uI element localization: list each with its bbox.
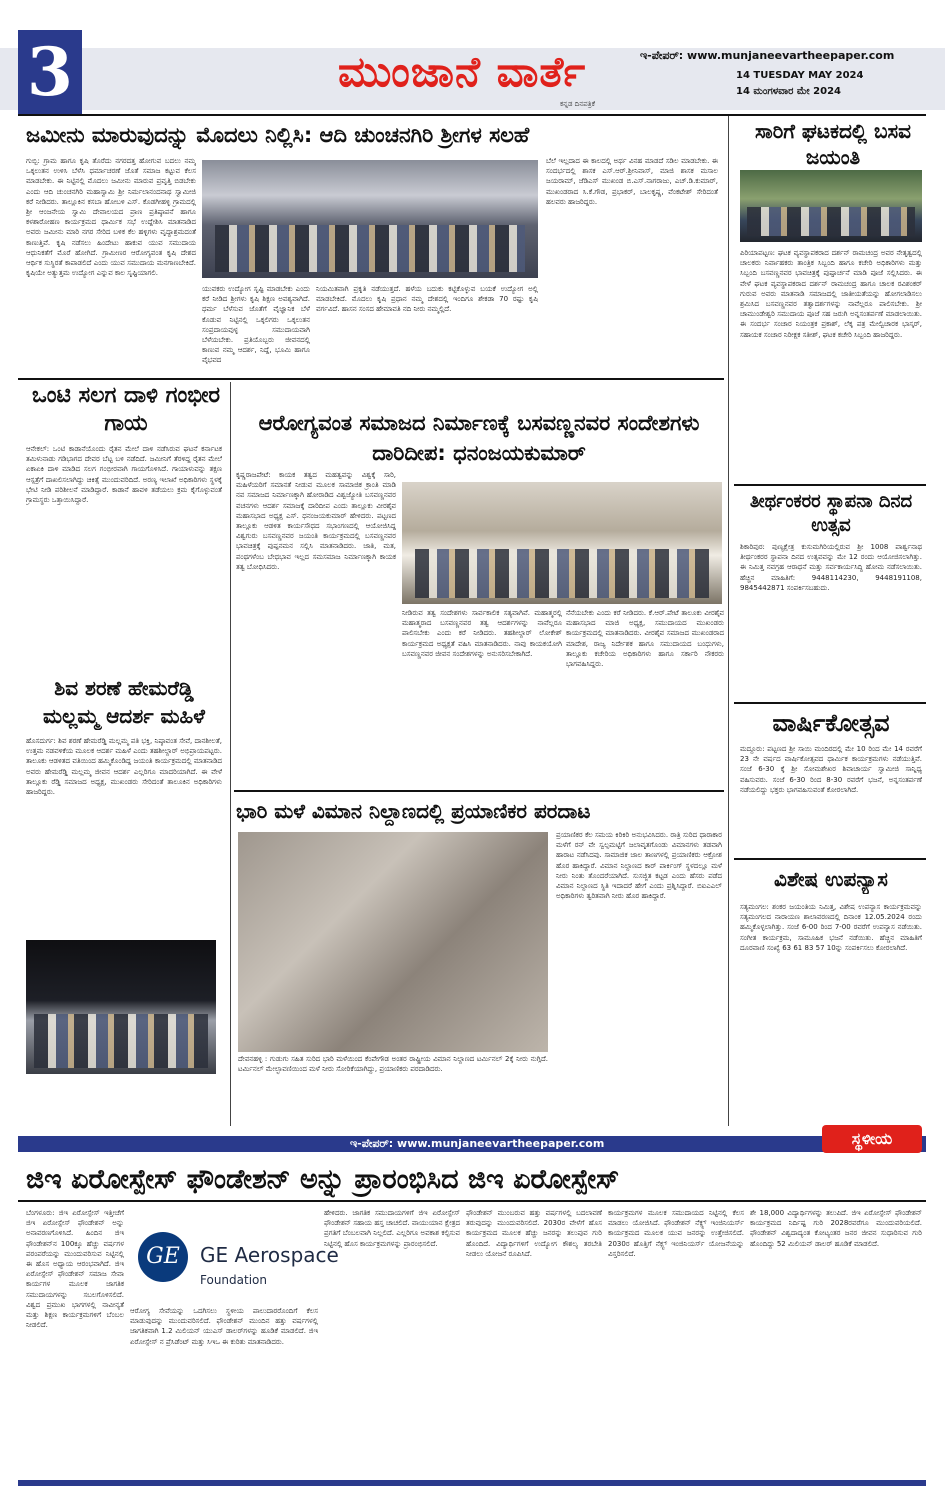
article-body: ನೆನೆಯಬೇಕು ಎಂದು ಕರೆ ನೀಡಿದರು. ಕೆ.ಆರ್.ಪೇಟೆ ತಾಲೂಕು ವೀರಶೈವ ಮಹಾಸಭಾದ ಮಾಜಿ ಅಧ್ಯಕ್ಷ, ಸಮುದಾಯದ ಮುಖಂಡರು ಕಾರ್ಯಕ್ರಮದಲ್ಲಿ ಮಾತನಾಡಿದರು. ವೀರಶೈವ ಸಮಾಜದ ಮುಖಂಡರಾದ ಮಾದೇಶ, ರಾಜ್ಯ ನಿರ್ದೇಶಕ ಹಾಗೂ ಸಮುದಾಯದ ಬಂಧುಗಳು, ತಾಲ್ಲೂಕು ಕಚೇರಿಯ ಅಧಿಕಾರಿಗಳು ಹಾಗೂ ಸರ್ಕಾರಿ ನೌಕರರು ಭಾಗವಹಿಸಿದ್ದರು. — [566, 609, 724, 669]
masthead-rule — [18, 114, 926, 116]
newspaper-subtitle: ಕನ್ನಡ ದಿನಪತ್ರಿಕೆ — [560, 100, 596, 108]
article-body: ಹೇಳಿದರು. ಜಾಗತಿಕ ಸಮುದಾಯಗಳಿಗೆ ಜಿಇ ಏರೋಸ್ಪೇಸ್ ಫೌಂಡೇಶನ್ ಸಹಾಯ ಹಸ್ತ ಚಾಚಲಿದೆ. ವಾಯುಯಾನ ಕ್ಷೇತ್ರದ ಪ್ರಗತಿಗೆ ಬೆಂಬಲವಾಗಿ ನಿಲ್ಲಲಿದೆ. ಎಲ್ಲರಿಗೂ ಅವಕಾಶ ಕಲ್ಪಿಸುವ ನಿಟ್ಟಿನಲ್ಲಿ ಹೊಸ ಕಾರ್ಯಕ್ರಮಗಳನ್ನು ಪ್ರಾರಂಭಿಸಲಿದೆ. — [324, 1209, 460, 1248]
article-body: ಪ್ರಯಾಣಿಕರ ಕೆಲ ಸಮಯ ಕಿರಿಕಿರಿ ಅನುಭವಿಸಿದರು. ರಾತ್ರಿ ಸುರಿದ ಧಾರಾಕಾರ ಮಳೆಗೆ ರನ್ ವೇ ಸ್ವಲ್ಪಮಟ್ಟಿಗೆ ಜಲಾವೃತಗೊಂಡು ವಿಮಾನಗಳು ತಡವಾಗಿ ಹಾರಾಟ ನಡೆಸಿದವು. ಸಾಮಾಜಿಕ ಜಾಲ ತಾಣಗಳಲ್ಲಿ ಪ್ರಯಾಣಿಕರು ಆಕ್ರೋಶ ಹೊರ ಹಾಕಿದ್ದಾರೆ. ವಿಮಾನ ನಿಲ್ದಾಣದ ಕಾರ್ ಪಾರ್ಕಿಂಗ್ ಸ್ಥಳದಲ್ಲೂ ಮಳೆ ನೀರು ನಿಂತು ತೊಂದರೆಯಾಗಿದೆ. ಸುಸಜ್ಜಿತ ಕಟ್ಟಡ ಎಂದು ಹೆಸರು ಪಡೆದ ವಿಮಾನ ನಿಲ್ದಾಣದ ಸ್ಥಿತಿ ಇದಾದರೆ ಹೇಗೆ ಎಂದು ಪ್ರಶ್ನಿಸಿದ್ದಾರೆ. ಬಿಐಎಎಲ್ ಅಧಿಕಾರಿಗಳು ತ್ವರಿತವಾಗಿ ನೀರು ಹೊರ ಹಾಕಿದ್ದಾರೆ. — [556, 831, 722, 901]
article-headline: ಭಾರಿ ಮಳೆ ವಿಮಾನ ನಿಲ್ದಾಣದಲ್ಲಿ ಪ್ರಯಾಣಿಕರ ಪರದಾಟ — [236, 799, 591, 823]
article-headline: ಒಂಟಿ ಸಲಗ ದಾಳಿ ಗಂಭೀರ ಗಾಯ — [31, 383, 221, 436]
article-headline: ಶಿವ ಶರಣೆ ಹೇಮರೆಡ್ಡಿ ಮಲ್ಲಮ್ಮ ಆದರ್ಶ ಮಹಿಳೆ — [43, 676, 205, 728]
article-headline: ಜಮೀನು ಮಾರುವುದನ್ನು ಮೊದಲು ನಿಲ್ಲಿಸಿ: ಆದಿ ಚುಂಚನಗಿರಿ ಶ್ರೀಗಳ ಸಲಹೆ — [26, 123, 530, 147]
article-body: ನಿಯಮಿತವಾಗಿ ಪ್ರಕೃತಿ ನಡೆಯುತ್ತದೆ. ಹಳೆಯ ಬದುಕು ಕಟ್ಟಿಕೊಳ್ಳುವ ಬಯಕೆ ಉದ್ಯೋಗ ಅಲ್ಲಿ ಮಾಡಬೇಕಿದೆ. ಮೊದಲು ಕೃಷಿ ಪ್ರಧಾನ ನಮ್ಮ ದೇಶದಲ್ಲಿ ಇಂದಿಗೂ ಶೇಕಡಾ 70 ರಷ್ಟು ಕೃಷಿ ವರ್ಗವಿದೆ. ಹಾಸನ ಸಂಸದ ಹೇಮಾವತಿ ನದಿ ನೀರು ನಮ್ಮಲ್ಲಿದೆ. — [316, 285, 538, 314]
article-headline: ವಿಶೇಷ ಉಪನ್ಯಾಸ — [774, 867, 888, 891]
article-photo — [202, 160, 538, 278]
article-headline: ಸಾರಿಗೆ ಘಟಕದಲ್ಲಿ ಬಸವ ಜಯಂತಿ — [755, 119, 911, 169]
epaper-link-bottom[interactable]: ಇ-ಪೇಪರ್: www.munjaneevartheepaper.com — [350, 1137, 605, 1150]
epaper-link[interactable]: ಇ-ಪೇಪರ್: www.munjaneevartheepaper.com — [640, 49, 895, 62]
article-body: ಸತ್ಯಮಂಗಲ: ಶಂಕರ ಜಯಂತಿಯ ನಿಮಿತ್ತ, ವಿಶೇಷ ಉಪನ್ಯಾಸ ಕಾರ್ಯಕ್ರಮವನ್ನು ಸತ್ಯಮಂಗಲದ ನಾರಾಯಣ ಶಾಲಾವರಣದಲ್ಲಿ ದಿನಾಂಕ 12.05.2024 ರಂದು ಹಮ್ಮಿಕೊಳ್ಳಲಾಗಿತ್ತು. ಸಂಜೆ 6-00 ರಿಂದ 7-00 ರವರೆಗೆ ಉಪನ್ಯಾಸ ನಡೆಯಿತು. ಸಂಗೀತ ಕಾರ್ಯಕ್ರಮ, ಸಾಮೂಹಿಕ ಭಜನೆ ನಡೆಯಿತು. ಹೆಚ್ಚಿನ ಮಾಹಿತಿಗೆ ದೂರವಾಣಿ ಸಂಖ್ಯೆ 63 61 83 57 10ನ್ನು ಸಂಪರ್ಕಿಸಲು ಕೋರಲಾಗಿದೆ. — [740, 903, 922, 952]
article-body: ನೀಡಿರುವ ತತ್ವ ಸಂದೇಶಗಳು ಸಾರ್ವಕಾಲಿಕ ಸತ್ಯವಾಗಿವೆ. ಮಹಾತ್ಮರಲ್ಲಿ ಮಹಾತ್ಮರಾದ ಬಸವಣ್ಣನವರ ತತ್ವ ಆದರ್ಶಗಳನ್ನು ನಾವೆಲ್ಲರೂ ಪಾಲಿಸಬೇಕು ಎಂದು ಕರೆ ನೀಡಿದರು. ತಹಶೀಲ್ದಾರ್ ಲೋಕೇಶ್ ಕಾರ್ಯಕ್ರಮದ ಅಧ್ಯಕ್ಷತೆ ವಹಿಸಿ ಮಾತನಾಡಿದರು. ನಾವು ಕಾಯಕಯೋಗಿ ಬಸವಣ್ಣನವರ ಜೀವನ ಸಂದೇಶಗಳನ್ನು ಅನುಸರಿಸಬೇಕಾಗಿದೆ. — [402, 609, 562, 658]
ge-monogram-icon: GE — [138, 1232, 188, 1282]
article-headline: ವಾರ್ಷಿಕೋತ್ಸವ — [772, 709, 890, 737]
article-headline: ಆರೋಗ್ಯವಂತ ಸಮಾಜದ ನಿರ್ಮಾಣಕ್ಕೆ ಬಸವಣ್ಣನವರ ಸಂದೇಶಗಳು ದಾರಿದೀಪ: ಧನಂಜಯಕುಮಾರ್ — [258, 411, 700, 465]
article-body: ಆನೇಕಲ್: ಒಂಟಿ ಕಾಡಾನೆಯೊಂದು ರೈತನ ಮೇಲೆ ದಾಳಿ ನಡೆಸಿರುವ ಘಟನೆ ಕರ್ನಾಟಕ ತಮಿಳುನಾಡು ಗಡಿಭಾಗದ ದೇವರ ಬೆಟ್ಟ ಬಳಿ ನಡೆದಿದೆ. ಜಮೀನಿಗೆ ತೆರಳಿದ್ದ ರೈತನ ಮೇಲೆ ಏಕಾಏಕಿ ದಾಳಿ ಮಾಡಿದ ಸಲಗ ಗಂಭೀರವಾಗಿ ಗಾಯಗೊಳಿಸಿದೆ. ಗಾಯಾಳುವನ್ನು ತಕ್ಷಣ ಆಸ್ಪತ್ರೆಗೆ ದಾಖಲಿಸಲಾಗಿದ್ದು ಚಿಕಿತ್ಸೆ ಮುಂದುವರಿದಿದೆ. ಅರಣ್ಯ ಇಲಾಖೆ ಅಧಿಕಾರಿಗಳು ಸ್ಥಳಕ್ಕೆ ಭೇಟಿ ನೀಡಿ ಪರಿಶೀಲನೆ ಮಾಡಿದ್ದಾರೆ. ಕಾಡಾನೆ ಹಾವಳಿ ತಡೆಯಲು ಕ್ರಮ ಕೈಗೊಳ್ಳುವಂತೆ ಗ್ರಾಮಸ್ಥರು ಒತ್ತಾಯಿಸಿದ್ದಾರೆ. — [26, 445, 222, 505]
section-rule — [18, 1200, 926, 1202]
footer-band — [18, 1480, 926, 1486]
newspaper-title: ಮುಂಜಾನೆ ವಾರ್ತೆ — [338, 47, 587, 96]
page-number: 3 — [18, 30, 82, 114]
article-body: ಕೃಷ್ಣರಾಜಪೇಟೆ: ಕಾಯಕ ತತ್ವದ ಮಹತ್ವವನ್ನು ವಿಶ್ವಕ್ಕೆ ಸಾರಿ, ಮಹಿಳೆಯರಿಗೆ ಸಮಾನತೆ ನೀಡುವ ಮೂಲಕ ಸಾಮಾಜಿಕ ಕ್ರಾಂತಿ ಮಾಡಿ ನವ ಸಮಾಜದ ನಿರ್ಮಾಣಕ್ಕಾಗಿ ಹೋರಾಡಿದ ವಿಶ್ವಜ್ಯೋತಿ ಬಸವಣ್ಣನವರ ವಚನಗಳು ಆದರ್ಶ ಸಮಾಜಕ್ಕೆ ದಾರಿದೀಪ ಎಂದು ತಾಲ್ಲೂಕು ವೀರಶೈವ ಮಹಾಸಭಾದ ಅಧ್ಯಕ್ಷ ಎಸ್. ಧನಂಜಯಕುಮಾರ್ ಹೇಳಿದರು. ಪಟ್ಟಣದ ತಾಲ್ಲೂಕು ಆಡಳಿತ ಕಾರ್ಯಸೌಧದ ಸಭಾಂಗಣದಲ್ಲಿ ಆಯೋಜಿಸಿದ್ದ ವಿಶ್ವಗುರು ಬಸವಣ್ಣನವರ ಜಯಂತಿ ಕಾರ್ಯಕ್ರಮದಲ್ಲಿ ಬಸವಣ್ಣನವರ ಭಾವಚಿತ್ರಕ್ಕೆ ಪುಷ್ಪನಮನ ಸಲ್ಲಿಸಿ ಮಾತನಾಡಿದರು. ಜಾತಿ, ಮತ, ಪಂಥಗಳೆಂಬ ಬೇಧಭಾವ ಇಲ್ಲದ ಸಮಸಮಾಜ ನಿರ್ಮಾಣಕ್ಕಾಗಿ ಕಾಯಕ ತತ್ವ ಬೋಧಿಸಿದರು. — [236, 471, 396, 571]
article-body: ಆರೋಗ್ಯ ಸೇವೆಯನ್ನು ಒದಗಿಸಲು ಸ್ಥಳೀಯ ಪಾಲುದಾರರೊಂದಿಗೆ ಕೆಲಸ ಮಾಡುವುದನ್ನು ಮುಂದುವರಿಸಲಿದೆ. ಫೌಂಡೇಶನ್ ಮುಂದಿನ ಹತ್ತು ವರ್ಷಗಳಲ್ಲಿ ಜಾಗತಿಕವಾಗಿ 1.2 ಮಿಲಿಯನ್ ಯುಎಸ್ ಡಾಲರ್‌ಗಳನ್ನು ಹೂಡಿಕೆ ಮಾಡಲಿದೆ. ಜಿಇ ಏರೋಸ್ಪೇಸ್ ನ ಪ್ರೆಸಿಡೆಂಟ್ ಮತ್ತು ಸಿಇಒ ಈ ಕುರಿತು ಮಾತನಾಡಿದರು. — [130, 1307, 318, 1346]
article-body: ಶೇ 18,000 ವಿದ್ಯಾರ್ಥಿಗಳನ್ನು ತಲುಪಿದೆ. ಜಿಇ ಏರೋಸ್ಪೇಸ್ ಫೌಂಡೇಶನ್ ಕಾರ್ಯಕ್ರಮದ ನಿರ್ದಿಷ್ಟ ಗುರಿ 2028ರವರೆಗೂ ಮುಂದುವರಿಯಲಿದೆ. ಫೌಂಡೇಶನ್ ವಿಶ್ವದಾದ್ಯಂತ ಕೋಟ್ಯಂತರ ಜನರ ಜೀವನ ಸುಧಾರಿಸುವ ಗುರಿ ಹೊಂದಿದ್ದು 52 ಮಿಲಿಯನ್ ಡಾಲರ್ ಹೂಡಿಕೆ ಮಾಡಲಿದೆ. — [750, 1209, 922, 1248]
article-body: ಗುಬ್ಬಿ: ಗ್ರಾಮ ಹಾಗೂ ಕೃಷಿ ತೊರೆದು ನಗರದತ್ತ ಹೋಗುವ ಬದಲು ನಮ್ಮ ಒಕ್ಕಲುತನ ಉಳಿಸಿ ಬೆಳೆಸಿ ಧರ್ಮಾಚರಣೆ ಜೊತೆ ಸಮಾಜ ಕಟ್ಟುವ ಕೆಲಸ ಮಾಡಬೇಕು. ಈ ನಿಟ್ಟಿನಲ್ಲಿ ಮೊದಲು ಜಮೀನು ಮಾರುವ ಪ್ರವೃತ್ತಿ ಬಿಡಬೇಕು ಎಂದು ಆದಿ ಚುಂಚನಗಿರಿ ಮಹಾಸ್ವಾಮಿ ಶ್ರೀ ನಿರ್ಮಲಾನಂದನಾಥ ಸ್ವಾಮೀಜಿ ಕರೆ ನೀಡಿದರು. ತಾಲ್ಲೂಕಿನ ಕಸಬಾ ಹೋಬಳಿ ಎಸ್. ಕೊಡಗೀಹಳ್ಳಿ ಗ್ರಾಮದಲ್ಲಿ ಶ್ರೀ ಆಂಜನೇಯ ಸ್ವಾಮಿ ದೇವಾಲಯದ ಪ್ರಾಣ ಪ್ರತಿಷ್ಠಾಪನೆ ಹಾಗೂ ಕಳಶಾರೋಹಣ ಕಾರ್ಯಕ್ರಮದ ಧಾರ್ಮಿಕ ಸಭೆ ಉದ್ದೇಶಿಸಿ ಮಾತನಾಡಿದ ಅವರು ಜಮೀನು ಮಾರಿ ನಗರ ಸೇರಿದ ಬಳಿಕ ಕೆಲ ಹಳ್ಳಿಗಳು ವೃದ್ಧಾಶ್ರಮದಂತೆ ಕಾಣುತ್ತಿವೆ. ಕೃಷಿ ನಡೆಸಲು ಹಿಂದೇಟು ಹಾಕುವ ಯುವ ಸಮುದಾಯ ಆಧುನಿಕತೆಗೆ ಮೊರೆ ಹೋಗಿದೆ. ಗ್ರಾಮೀಣರ ಆರೋಗ್ಯವಂತ ಕೃಷಿ ದೇಶದ ಆರ್ಥಿಕ ಸುಸ್ಥಿರತೆ ಕಾಪಾಡಲಿದೆ ಎಂದು ಯುವ ಸಮುದಾಯ ಮನಗಾಣಬೇಕಿದೆ. ಕೃಷಿಯೇ ಅತ್ಯುತ್ತಮ ಉದ್ಯೋಗ ಎನ್ನುವ ಕಾಲ ಸೃಷ್ಟಿಯಾಗಲಿ. — [26, 157, 196, 278]
section-tag-local: ಸ್ಥಳೀಯ — [822, 1125, 922, 1153]
ge-brand-sub: Foundation — [200, 1273, 267, 1287]
date-english: 14 TUESDAY MAY 2024 — [736, 70, 864, 81]
photo-caption: ದೇವನಹಳ್ಳಿ : ಗುಡುಗು ಸಹಿತ ಸುರಿದ ಭಾರಿ ಮಳೆಯಿಂದ ಕೆಂಪೇಗೌಡ ಅಂತರ ರಾಷ್ಟ್ರೀಯ ವಿಮಾನ ನಿಲ್ದಾಣದ ಟರ್ಮಿನಲ್ 2ಕ್ಕೆ ನೀರು ನುಗ್ಗಿದೆ. ಟರ್ಮಿನಲ್ ಮೇಲ್ಛಾವಣಿಯಿಂದ ಮಳೆ ನೀರು ಸೋರಿಕೆಯಾಗಿದ್ದು, ಪ್ರಯಾಣಿಕರು ಪರದಾಡಿದರು. — [238, 1055, 548, 1074]
section-rule — [734, 702, 926, 704]
article-photo — [740, 170, 922, 242]
section-rule — [18, 378, 724, 380]
article-headline: ಜಿಇ ಏರೋಸ್ಪೇಸ್ ಫೌಂಡೇಶನ್ ಅನ್ನು ಪ್ರಾರಂಭಿಸಿದ ಜಿಇ ಏರೋಸ್ಪೇಸ್ — [26, 1164, 620, 1195]
column-divider — [230, 382, 231, 1126]
article-body: ಮದ್ದೂರು: ಪಟ್ಟಣದ ಶ್ರೀ ಸಾಯಿ ಮಂದಿರದಲ್ಲಿ ಮೇ 10 ರಿಂದ ಮೇ 14 ರವರೆಗೆ 23 ನೇ ವರ್ಷದ ವಾರ್ಷಿಕೋತ್ಸವದ ಧಾರ್ಮಿಕ ಕಾರ್ಯಕ್ರಮಗಳು ನಡೆಯುತ್ತಿವೆ. ಸಂಜೆ 6-30 ಕ್ಕೆ ಶ್ರೀ ಸೋಮಶೇಖರ ಶಿವಾಚಾರ್ಯ ಸ್ವಾಮೀಜಿ ಸಾನ್ನಿಧ್ಯ ವಹಿಸುವರು. ಸಂಜೆ 6-30 ರಿಂದ 8-30 ರವರೆಗೆ ಭಜನೆ, ಅನ್ನಸಂತರ್ಪಣೆ ನಡೆಯಲಿದ್ದು ಭಕ್ತರು ಭಾಗವಹಿಸುವಂತೆ ಕೋರಲಾಗಿದೆ. — [740, 745, 922, 794]
article-body: ಬೆಲೆ ಇಲ್ಲದಾದ ಈ ಕಾಲದಲ್ಲಿ ಅರ್ಥ ವಿನಹ ಮಾಡದೆ ಸಡಿಲ ಮಾಡಬೇಕು. ಈ ಸಂದರ್ಭದಲ್ಲಿ ಶಾಸಕ ಎಸ್.ಆರ್.ಶ್ರೀನಿವಾಸ್, ಮಾಜಿ ಶಾಸಕ ಮಸಾಲ ಜಯರಾಮ್, ಜೆಡಿಎಸ್ ಮುಖಂಡ ಬಿ.ಎಸ್.ನಾಗರಾಜು, ಎಚ್.ಡಿ.ಕುಮಾರ್, ಮುಖಂಡರಾದ ಸಿ.ಕೆ.ಗೌಡ, ಪ್ರಭಾಕರ್, ಬಾಲಕೃಷ್ಣ, ವೆಂಕಟೇಶ್ ಸೇರಿದಂತೆ ಹಲವರು ಹಾಜರಿದ್ದರು. — [546, 157, 718, 206]
section-rule — [234, 790, 724, 792]
article-body: ಬೆಂಗಳೂರು: ಜಿಇ ಏರೋಸ್ಪೇಸ್ ಇತ್ತೀಚೆಗೆ ಜಿಇ ಏರೋಸ್ಪೇಸ್ ಫೌಂಡೇಶನ್ ಅನ್ನು ಅನಾವರಣಗೊಳಿಸಿದೆ. ಹಿಂದಿನ ಜಿಇ ಫೌಂಡೇಶನ್‌ನ 100ಕ್ಕೂ ಹೆಚ್ಚು ವರ್ಷಗಳ ಪರಂಪರೆಯನ್ನು ಮುಂದುವರಿಸುವ ನಿಟ್ಟಿನಲ್ಲಿ ಈ ಹೊಸ ಅಧ್ಯಾಯ ಆರಂಭವಾಗಿದೆ. ಜಿಇ ಏರೋಸ್ಪೇಸ್ ಫೌಂಡೇಶನ್ ಸಮಾಜ ಸೇವಾ ಕಾರ್ಯಗಳ ಮೂಲಕ ಜಾಗತಿಕ ಸಮುದಾಯಗಳನ್ನು ಸಬಲಗೊಳಿಸಲಿದೆ. ವಿಶ್ವದ ಪ್ರಮುಖ ಭಾಗಗಳಲ್ಲಿ ನಾವೀನ್ಯತೆ ಮತ್ತು ಶಿಕ್ಷಣ ಕಾರ್ಯಕ್ರಮಗಳಿಗೆ ಬೆಂಬಲ ನೀಡಲಿದೆ. — [26, 1209, 124, 1330]
article-headline: ತೀರ್ಥಂಕರರ ಸ್ಥಾಪನಾ ದಿನದ ಉತ್ಸವ — [749, 491, 913, 536]
column-divider — [728, 116, 729, 1126]
section-rule — [734, 484, 926, 486]
article-body: ಶಿಕಾರಿಪುರ: ಪುಣ್ಯಕ್ಷೇತ್ರ ಕುಸುಮಗಿರಿಯಲ್ಲಿರುವ ಶ್ರೀ 1008 ಪಾರ್ಶ್ವನಾಥ ತೀರ್ಥಂಕರರ ಸ್ಥಾಪನಾ ದಿನದ ಉತ್ಸವವನ್ನು ಮೇ 12 ರಂದು ಆಯೋಜಿಸಲಾಗಿತ್ತು. ಈ ನಿಮಿತ್ತ ನವಗ್ರಹ ಆರಾಧನೆ ಮತ್ತು ಸರ್ವಕಾರ್ಯಸಿದ್ಧಿ ಹೋಮ ನಡೆಸಲಾಯಿತು. ಹೆಚ್ಚಿನ ಮಾಹಿತಿಗೆ: 9448114230, 9448191108, 9845442871 ಸಂಪರ್ಕಿಸಬಹುದು. — [740, 543, 922, 592]
article-photo — [402, 482, 722, 604]
date-kannada: 14 ಮಂಗಳವಾರ ಮೇ 2024 — [736, 86, 842, 97]
article-body: ಕಾರ್ಯಕ್ರಮಗಳ ಮೂಲಕ ಸಮುದಾಯದ ನಿಟ್ಟಿನಲ್ಲಿ ಕೆಲಸ ಮಾಡಲು ಯೋಜಿಸಿದೆ. ಫೌಂಡೇಶನ್ ನೆಕ್ಸ್ಟ್ ಇಂಜಿನಿಯರ್ಸ್ ಕಾರ್ಯಕ್ರಮದ ಮೂಲಕ ಯುವ ಜನರನ್ನು ಉತ್ತೇಜಿಸಲಿದೆ. 2030ರ ಹೊತ್ತಿಗೆ ನೆಕ್ಸ್ಟ್ ಇಂಜಿನಿಯರ್ಸ್ ಯೋಜನೆಯನ್ನು ವಿಸ್ತರಿಸಲಿದೆ. — [608, 1209, 744, 1258]
ge-brand-name: GE Aerospace — [200, 1243, 339, 1267]
article-photo — [238, 832, 548, 1052]
article-body: ಯುವಕರು ಉದ್ಯೋಗ ಸೃಷ್ಟಿ ಮಾಡಬೇಕು ಎಂದು ಕರೆ ನೀಡಿದ ಶ್ರೀಗಳು ಕೃಷಿ ಶಿಕ್ಷಣ ಅವಶ್ಯವಾಗಿದೆ. ಧರ್ಮ ಬೆಳೆಸುವ ಜೊತೆಗೆ ವೈಜ್ಞಾನಿಕ ಬೆಳೆ ಕೊಡುವ ನಿಟ್ಟಿನಲ್ಲಿ ಒಕ್ಕಲಿಗರು ಒಕ್ಕಲುತನ ಸಂಪ್ರದಾಯವುಳ್ಳ ಸಮುದಾಯವಾಗಿ ಬೆಳೆಯಬೇಕು. ಪ್ರತಿಯೊಬ್ಬರು ಜೀವನದಲ್ಲಿ ಕಾಣುವ ನಮ್ಮ ಆದರ್ಶ, ನಿದ್ದೆ, ಭೂಮಿ ಹಾಗೂ ವೈಭವದ — [202, 285, 310, 365]
article-body: ಹೊಸದುರ್ಗ: ಶಿವ ಶರಣೆ ಹೇಮರೆಡ್ಡಿ ಮಲ್ಲಮ್ಮ ಪತಿ ಭಕ್ತಿ, ನಿಷ್ಠಾವಂತ ಸೇವೆ, ದಾನಶೀಲತೆ, ಉತ್ತಮ ನಡವಳಿಕೆಯ ಮೂಲಕ ಆದರ್ಶ ಮಹಿಳೆ ಎಂದು ತಹಶೀಲ್ದಾರ್ ಅಭಿಪ್ರಾಯಪಟ್ಟರು. ತಾಲೂಕು ಆಡಳಿತದ ವತಿಯಿಂದ ಹಮ್ಮಿಕೊಂಡಿದ್ದ ಜಯಂತಿ ಕಾರ್ಯಕ್ರಮದಲ್ಲಿ ಮಾತನಾಡಿದ ಅವರು ಹೇಮರೆಡ್ಡಿ ಮಲ್ಲಮ್ಮ ಜೀವನ ಆದರ್ಶ ಎಲ್ಲರಿಗೂ ಮಾದರಿಯಾಗಿದೆ. ಈ ವೇಳೆ ತಾಲ್ಲೂಕು ರೆಡ್ಡಿ ಸಮಾಜದ ಅಧ್ಯಕ್ಷ, ಮುಖಂಡರು ಸೇರಿದಂತೆ ತಾಲೂಕಿನ ಅಧಿಕಾರಿಗಳು ಹಾಜರಿದ್ದರು. — [26, 737, 222, 797]
article-body: ಫೌಂಡೇಶನ್ ಮುಂಬರುವ ಹತ್ತು ವರ್ಷಗಳಲ್ಲಿ ಬದಲಾವಣೆ ತರುವುದನ್ನು ಮುಂದುವರಿಸಲಿದೆ. 2030ರ ವೇಳೆಗೆ ಹೊಸ ಕಾರ್ಯಕ್ರಮದ ಮೂಲಕ ಹೆಚ್ಚು ಜನರನ್ನು ತಲುಪುವ ಗುರಿ ಹೊಂದಿದೆ. ವಿದ್ಯಾರ್ಥಿಗಳಿಗೆ ಉದ್ಯೋಗ ಕೌಶಲ್ಯ ತರಬೇತಿ ನೀಡಲು ಯೋಜನೆ ರೂಪಿಸಿದೆ. — [466, 1209, 602, 1258]
section-rule — [734, 858, 926, 860]
article-body: ಪಿರಿಯಾಪಟ್ಟಣ: ಘಟಕ ವ್ಯವಸ್ಥಾಪಕರಾದ ದರ್ಶನ್ ರಾಮಚಂದ್ರ ಅವರ ನೇತೃತ್ವದಲ್ಲಿ ಚಾಲಕರು ನಿರ್ವಾಹಕರು ತಾಂತ್ರಿಕ ಸಿಬ್ಬಂದಿ ಹಾಗೂ ಕಚೇರಿ ಅಧಿಕಾರಿಗಳು ಮತ್ತು ಸಿಬ್ಬಂದಿ ಬಸವಣ್ಣನವರ ಭಾವಚಿತ್ರಕ್ಕೆ ಪುಷ್ಪಾರ್ಚನೆ ಮಾಡಿ ಪೂಜೆ ಸಲ್ಲಿಸಿದರು. ಈ ವೇಳೆ ಘಟಕ ವ್ಯವಸ್ಥಾಪಕರಾದ ದರ್ಶನ್ ರಾಮಚಂದ್ರ ಹಾಗೂ ಚಾಲಕ ರವಿಶಂಕರ್ ಗುರುವ ಅವರು ಮಾತನಾಡಿ ಸಮಾಜದಲ್ಲಿ ಜಾತೀಯತೆಯನ್ನು ಹೋಗಲಾಡಿಸಲು ಶ್ರಮಿಸಿದ ಬಸವಣ್ಣನವರ ತತ್ವಾದರ್ಶಗಳನ್ನು ನಾವೆಲ್ಲರೂ ಪಾಲಿಸಬೇಕು. ಶ್ರೀ ಚಾಮುಂಡೇಶ್ವರಿ ಸಮುದಾಯ ಪೂಜೆ ಸಹ ಜರುಗಿ ಅನ್ನಸಂತರ್ಪಣೆ ಮಾಡಲಾಯಿತು. ಈ ಸಂದರ್ಭ ಸಂಚಾರ ನಿಯಂತ್ರಕ ಪ್ರಕಾಶ್, ಲೆಕ್ಕ ಪತ್ರ ಮೇಲ್ವಿಚಾರಕ ಭಾಸ್ಕರ್, ಸಹಾಯಕ ಸಂಚಾರ ನಿರೀಕ್ಷಕ ಸತೀಶ್, ಘಟಕ ಕಚೇರಿ ಸಿಬ್ಬಂದಿ ಹಾಜರಿದ್ದರು. — [740, 249, 922, 339]
article-photo — [26, 940, 216, 1074]
